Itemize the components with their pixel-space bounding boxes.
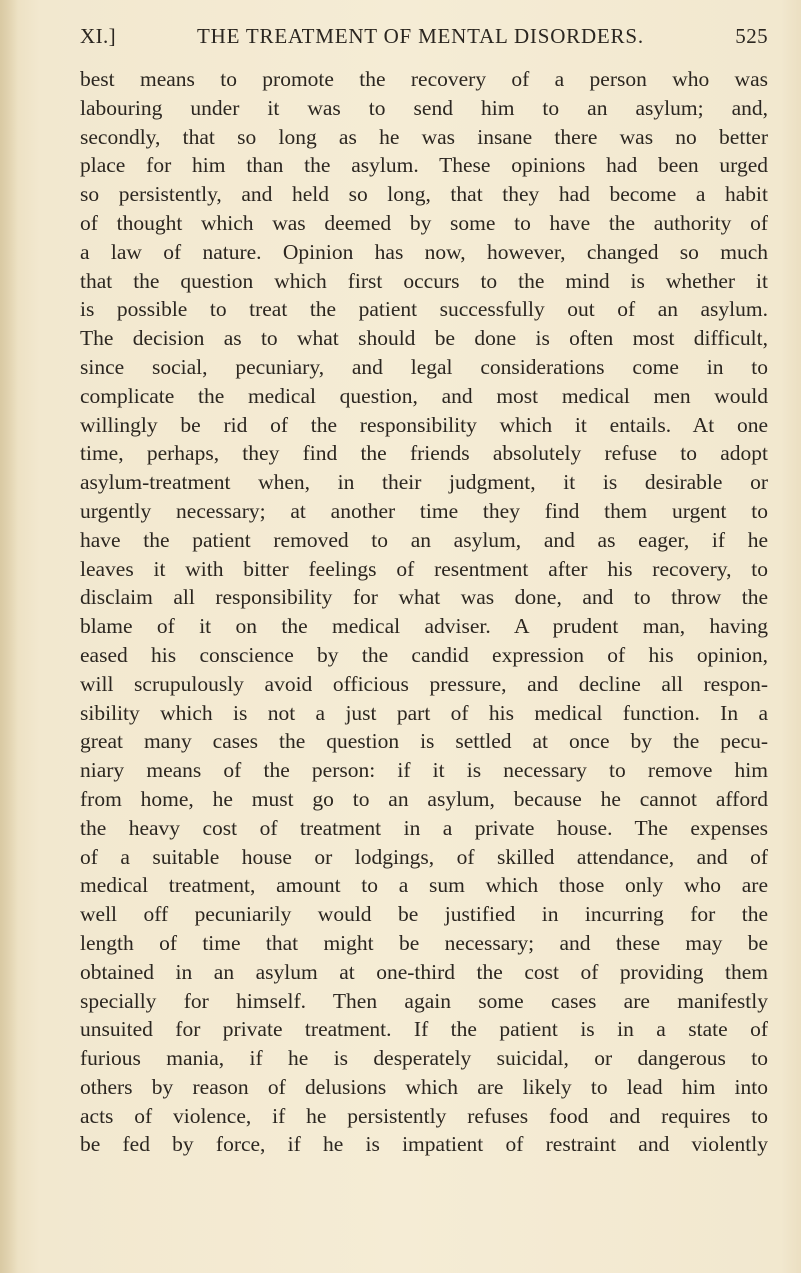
- body-text: [80, 65, 768, 1159]
- text-line: is possible to treat the patient successfully out of an asylum.: [80, 297, 768, 322]
- text-line: will scrupulously avoid officious pressure, and decline all respon-: [80, 671, 768, 696]
- text-line: unsuited for private treatment. If the patient is in a state of: [80, 1017, 768, 1042]
- text-line: since social, pecuniary, and legal considerations come in to: [80, 354, 768, 379]
- text-line: eased his conscience by the candid expression of his opinion,: [80, 642, 768, 667]
- text-line: from home, he must go to an asylum, because he cannot afford: [80, 786, 768, 811]
- running-title: THE TREATMENT OF MENTAL DISORDERS.: [197, 24, 644, 48]
- text-line: others by reason of delusions which are likely to lead him into: [80, 1074, 768, 1099]
- text-line: asylum-treatment when, in their judgment, it is desirable or: [80, 470, 768, 495]
- text-line: complicate the medical question, and most medical men would: [80, 383, 768, 408]
- chapter-number: XI.]: [80, 24, 117, 48]
- text-line: obtained in an asylum at one-third the cost of providing them: [80, 959, 768, 984]
- running-head: [80, 24, 768, 56]
- text-line: disclaim all responsibility for what was done, and to throw the: [80, 585, 768, 610]
- text-line: willingly be rid of the responsibility which it entails. At one: [80, 412, 768, 437]
- text-line: leaves it with bitter feelings of resentment after his recovery, to: [80, 556, 768, 581]
- text-line: great many cases the question is settled at once by the pecu-: [80, 729, 768, 754]
- text-line: the heavy cost of treatment in a private house. The expenses: [80, 815, 768, 840]
- text-line: niary means of the person: if it is necessary to remove him: [80, 758, 768, 783]
- text-line: furious mania, if he is desperately suicidal, or dangerous to: [80, 1046, 768, 1071]
- text-line: best means to promote the recovery of a person who was: [80, 67, 768, 91]
- text-line: have the patient removed to an asylum, and as eager, if he: [80, 527, 768, 552]
- text-line: of a suitable house or lodgings, of skilled attendance, and of: [80, 844, 768, 869]
- text-line: specially for himself. Then again some cases are manifestly: [80, 988, 768, 1013]
- text-line: blame of it on the medical adviser. A prudent man, having: [80, 614, 768, 639]
- text-line: a law of nature. Opinion has now, however, changed so much: [80, 239, 768, 264]
- text-line: time, perhaps, they find the friends absolutely refuse to adopt: [80, 441, 768, 466]
- text-line: sibility which is not a just part of his medical function. In a: [80, 700, 768, 725]
- text-line: that the question which first occurs to the mind is whether it: [80, 268, 768, 293]
- gutter-shadow: [0, 0, 18, 1273]
- text-line: medical treatment, amount to a sum which those only who are: [80, 873, 768, 898]
- text-line: labouring under it was to send him to an asylum; and,: [80, 95, 768, 120]
- text-line: acts of violence, if he persistently refuses food and requires to: [80, 1103, 768, 1128]
- text-line: urgently necessary; at another time they find them urgent to: [80, 498, 768, 523]
- text-line: The decision as to what should be done is often most difficult,: [80, 326, 768, 351]
- text-line: be fed by force, if he is impatient of restraint and violently: [80, 1132, 768, 1157]
- text-line: of thought which was deemed by some to have the authority of: [80, 210, 768, 235]
- text-line: well off pecuniarily would be justified in incurring for the: [80, 902, 768, 927]
- text-line: place for him than the asylum. These opinions had been urged: [80, 153, 768, 178]
- text-line: so persistently, and held so long, that they had become a habit: [80, 182, 768, 207]
- page-number: 525: [735, 24, 768, 48]
- text-line: secondly, that so long as he was insane there was no better: [80, 124, 768, 149]
- text-line: length of time that might be necessary; and these may be: [80, 930, 768, 955]
